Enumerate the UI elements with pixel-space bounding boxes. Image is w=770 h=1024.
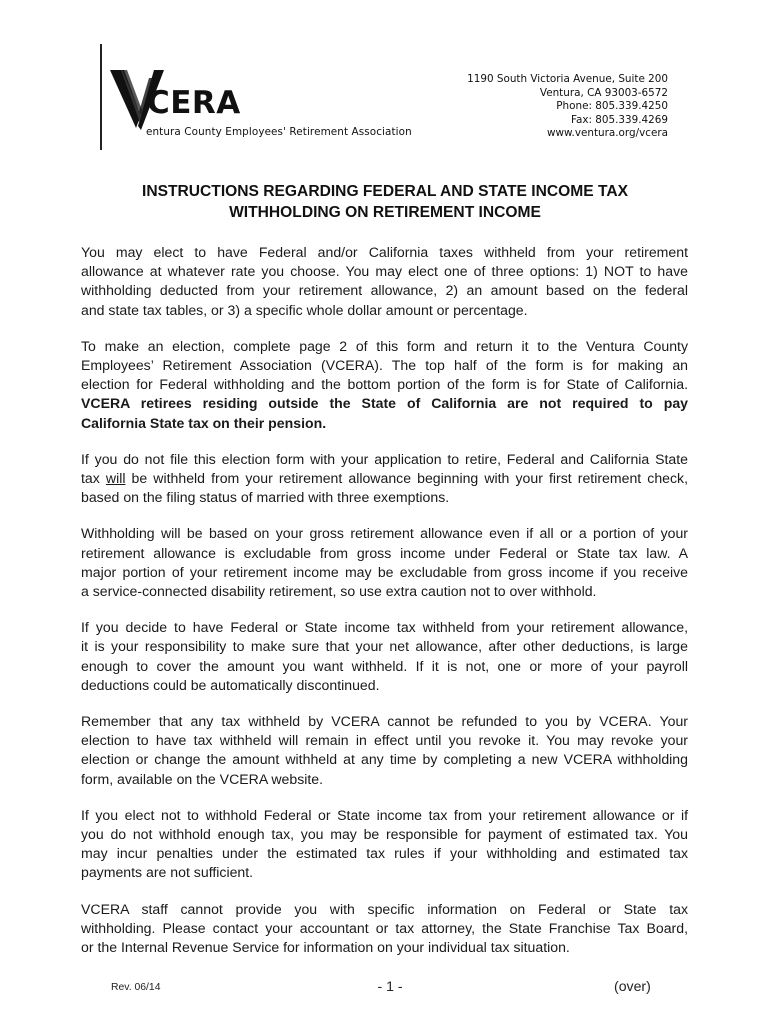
- underlined-word: will: [105, 470, 126, 487]
- text-line: retirement allowance is excludable from gross income under Federal or State tax law. A: [81, 544, 688, 561]
- text-line: If you decide to have Federal or State income tax withheld from your retirement allowance,: [81, 619, 688, 636]
- logo-divider-line: [100, 44, 102, 150]
- text-line: election to have tax withheld will remain in effect until you revoke it. You may revoke your: [81, 732, 688, 749]
- paragraph-refunds: [81, 712, 688, 789]
- over-label: (over): [614, 978, 651, 994]
- text-line: Remember that any tax withheld by VCERA cannot be refunded to you by VCERA. Your: [81, 713, 688, 730]
- paragraph-staff-advice: [81, 900, 688, 958]
- address-fax: Fax: 805.339.4269: [570, 113, 668, 126]
- paragraph-responsibility: [81, 618, 688, 695]
- document-body: [81, 243, 688, 974]
- text-line: election or change the amount withheld at any time by completing a new VCERA withholding: [81, 751, 688, 768]
- text-line: and state tax tables, or 3) a specific whole dollar amount or percentage.: [81, 301, 528, 318]
- text-line: major portion of your retirement income may be excludable from gross income if you receive: [81, 563, 688, 580]
- page-number: - 1 -: [377, 978, 403, 994]
- paragraph-default-withholding: [81, 450, 688, 508]
- text-line: a service-connected disability retirement, so use extra caution not to over withhold.: [81, 583, 597, 600]
- text-line: Withholding will be based on your gross retirement allowance even if all or a portion of your: [81, 525, 688, 542]
- title-line-2: WITHHOLDING ON RETIREMENT INCOME: [229, 204, 541, 221]
- text-line: election for Federal withholding and the bottom portion of the form is for State of California.: [81, 376, 688, 393]
- text-line: withholding. Please contact your accountant or tax attorney, the State Franchise Tax Board,: [81, 919, 688, 936]
- text-line: allowance at whatever rate you choose. You may elect one of three options: 1) NOT to have: [81, 263, 688, 280]
- text-line: withholding deducted from your retirement allowance, 2) an amount based on the federal: [81, 282, 688, 299]
- document-title: [80, 181, 690, 223]
- paragraph-gross-allowance: [81, 524, 688, 601]
- text-line: deductions could be automatically discontinued.: [81, 676, 380, 693]
- text-line: form, available on the VCERA website.: [81, 770, 324, 787]
- revision-label: Rev. 06/14: [111, 982, 161, 993]
- text-line: may incur penalties under the estimated tax rules if your withholding and estimated tax: [81, 845, 688, 862]
- text-line: If you do not file this election form with your application to retire, Federal and California State: [81, 450, 688, 467]
- contact-address-block: [467, 73, 668, 141]
- paragraph-make-election: [81, 337, 688, 433]
- text-line: you do not withhold enough tax, you may be responsible for payment of estimated tax. You: [81, 826, 688, 843]
- logo-tagline: entura County Employees' Retirement Association: [146, 126, 412, 138]
- paragraph-estimated-tax: [81, 806, 688, 883]
- text-line: Employees’ Retirement Association (VCERA). The top half of the form is for making an: [81, 357, 688, 374]
- text-line: enough to cover the amount you want withheld. If it is not, one or more of your payroll: [81, 657, 688, 674]
- title-line-1: INSTRUCTIONS REGARDING FEDERAL AND STATE INCOME TAX: [141, 183, 628, 200]
- text-line: VCERA staff cannot provide you with specific information on Federal or State tax: [81, 900, 688, 917]
- address-website: www.ventura.org/vcera: [546, 127, 668, 140]
- text-line: To make an election, complete page 2 of this form and return it to the Ventura County: [81, 337, 688, 354]
- text-fragment: tax: [81, 470, 106, 487]
- address-phone: Phone: 805.339.4250: [556, 100, 668, 113]
- text-line: [81, 469, 688, 488]
- logo-wordmark: CERA: [147, 85, 241, 121]
- text-line: payments are not sufficient.: [81, 864, 254, 881]
- text-line: or the Internal Revenue Service for information on your individual tax situation.: [81, 939, 570, 956]
- text-line: If you elect not to withhold Federal or State income tax from your retirement allowance or if: [81, 806, 688, 823]
- paragraph-tax-options: [81, 243, 688, 320]
- address-street: 1190 South Victoria Avenue, Suite 200: [467, 73, 668, 85]
- text-line: based on the filing status of married with three exemptions.: [81, 489, 450, 506]
- bold-text-line: VCERA retirees residing outside the State of California are not required to pay: [81, 395, 688, 412]
- address-city: Ventura, CA 93003-6572: [539, 86, 668, 99]
- text-line: it is your responsibility to make sure that your net allowance, after other deductions, is large: [81, 638, 688, 655]
- bold-text-line: California State tax on their pension.: [81, 414, 327, 431]
- text-fragment: be withheld from your retirement allowance beginning with your first retirement check,: [125, 470, 689, 487]
- text-line: You may elect to have Federal and/or California taxes withheld from your retirement: [81, 244, 688, 260]
